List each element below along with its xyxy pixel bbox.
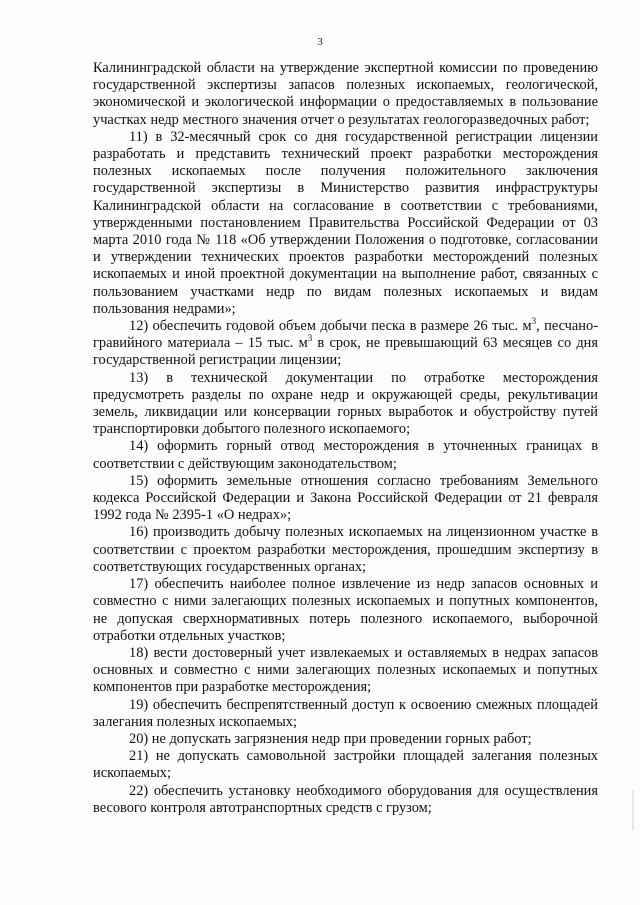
page-number: 3 — [317, 36, 323, 48]
superscript-cubic-2: 3 — [307, 333, 313, 344]
paragraph-item-13: 13) в технической документации по отработке месторождения предусмотреть разделы по охране недр и окружающей среды, рекультивации земель, ликвидации или консервации горных выработок и обустройству путей транспортировки добытого полезного ископаемого; — [93, 369, 598, 438]
paragraph-item-17: 17) обеспечить наиболее полное извлечение из недр запасов основных и совместно с ними залегающих полезных ископаемых и попутных компонентов, не допуская сверхнормативных потерь полезного ископаемого, выборочной отработки отдельных участков; — [93, 576, 598, 644]
paragraph-item-22: 22) обеспечить установку необходимого оборудования для осуществления весового контроля автотранспортных средств с грузом; — [93, 782, 598, 816]
document-body — [93, 60, 598, 817]
item-12-text-part1: 12) обеспечить годовой объем добычи песка в размере 26 тыс. м — [129, 318, 532, 335]
scan-edge-mark — [632, 790, 634, 830]
item-12-text-part3: в срок, не превышающий 63 месяцев со дня государственной регистрации лицензии; — [93, 335, 599, 369]
paragraph-continuation: Калининградской области на утверждение экспертной комиссии по проведению государственной экспертизы запасов полезных ископаемых, геологической, экономической и экологической информации о предоставляемых в пользование участках недр местного значения отчет о результатах геологоразведочных работ; — [93, 60, 598, 128]
paragraph-item-18: 18) вести достоверный учет извлекаемых и оставляемых в недрах запасов основных и совместно с ними залегающих полезных ископаемых и попутных компонентов при разработке месторождения; — [93, 644, 598, 696]
paragraph-item-21: 21) не допускать самовольной застройки площадей залегания полезных ископаемых; — [93, 748, 598, 782]
paragraph-item-15: 15) оформить земельные отношения согласно требованиям Земельного кодекса Российской Федерации и Закона Российской Федерации от 21 февраля 1992 года № 2395-1 «О недрах»; — [93, 472, 598, 524]
paragraph-item-14: 14) оформить горный отвод месторождения в уточненных границах в соответствии с действующим законодательством; — [93, 438, 598, 472]
superscript-cubic-1: 3 — [531, 316, 537, 327]
item-12-text-part2: , песчано-гравийного материала – 15 тыс. м — [93, 318, 598, 352]
paragraph-item-11: 11) в 32-месячный срок со дня государственной регистрации лицензии разработать и представить технический проект разработки месторождения полезных ископаемых после получения положительного заключения государственной экспертизы в Министерство развития инфраструктуры Калининградской области на согласование в соответствии с требованиями, утвержденными постановлением Правительства Российской Федерации от 03 марта 2010 года № 118 «Об утверждении Положения о подготовке, согласовании и утверждении технических проектов разработки месторождений полезных ископаемых и иной проектной документации на выполнение работ, связанных с пользованием участками недр по видам полезных ископаемых и видам пользования недрами»; — [93, 128, 598, 317]
paragraph-item-19: 19) обеспечить беспрепятственный доступ к освоению смежных площадей залегания полезных ископаемых; — [93, 696, 598, 730]
paragraph-item-12 — [93, 318, 598, 370]
paragraph-item-16: 16) производить добычу полезных ископаемых на лицензионном участке в соответствии с проектом разработки месторождения, прошедшим экспертизу в соответствующих государственных органах; — [93, 524, 598, 575]
paragraph-item-20: 20) не допускать загрязнения недр при проведении горных работ; — [129, 730, 532, 747]
